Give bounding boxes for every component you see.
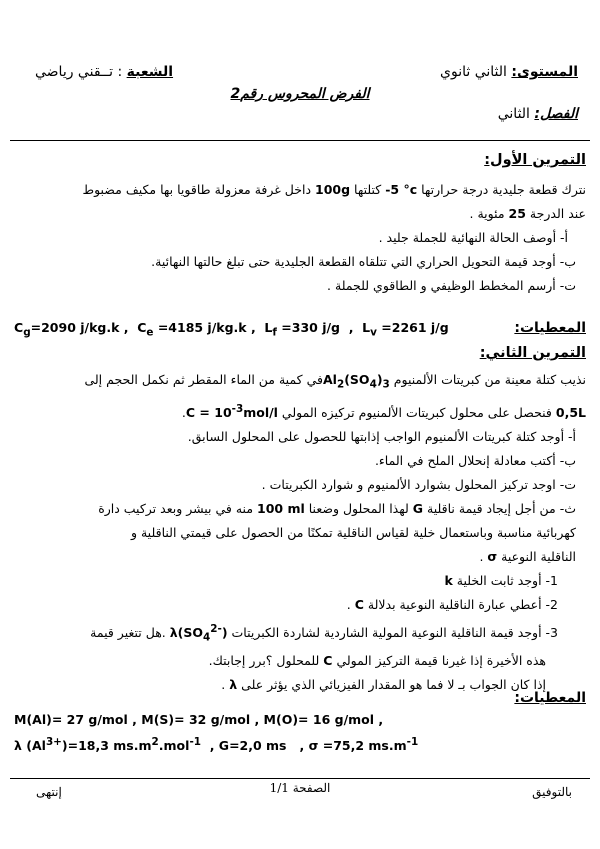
ex2-q-a: أ- أوجد كتلة كبريتات الألمنيوم الواجب إذابتها للحصول على المحلول السابق. <box>187 428 576 444</box>
footer-end: إنتهى <box>36 785 62 799</box>
ex1-data-label: المعطيات: <box>514 320 586 336</box>
exercise-1-title: التمرين الأول: <box>484 152 586 168</box>
page-value: 1/1 <box>269 781 289 795</box>
ex2-intro-2: 0,5L فنحصل على محلول كبريتات الألمنيوم تركيزه المولي $C = 10^{-3}mol/l$. <box>181 402 586 420</box>
header-divider <box>10 140 590 141</box>
ex1-q1: أ- أوصف الحالة النهائية للجملة جليد . <box>378 230 568 245</box>
exercise-2-title: التمرين الثاني: <box>479 345 586 361</box>
branch-line <box>35 64 173 80</box>
ex2-data-line-1: M(Al)= 27 g/mol , M(S)= 32 g/mol , M(O)= 16 g/mol , <box>14 712 384 727</box>
ex2-q-th-1: ث- من أجل إيجاد قيمة ناقلية G لهذا المحلول وضعنا 100 ml منه في بيشر وبعد تركيب دارة <box>98 500 576 516</box>
ex2-q-t: ت- اوجد تركيز المحلول بشوارد الألمنيوم و شوارد الكبريتات . <box>261 476 576 492</box>
level-line <box>440 64 578 80</box>
term-value: الثاني <box>497 106 530 122</box>
branch-value: : تــقني رياضي <box>35 64 123 80</box>
ex2-q-th-2: كهربائية مناسبة وباستعمال خلية لقياس الناقلية تمكنًا من الحصول على قيمتي الناقلية و <box>130 524 576 540</box>
ex1-data-values: $C_g=2090$ j/kg.k , $C_e =4185$ j/kg.k , $L_f =330$ j/g , $L_v =2261$ j/g <box>14 320 449 339</box>
ex2-data-line-2: λ $(Al^{3+})=18,3$ $ms.m^2.mol^{-1}$ , G=2,0 ms , σ =75,2 $ms.m^{-1}$ <box>14 736 419 754</box>
branch-label: الشعبة <box>126 64 174 80</box>
term-label: الفصل: <box>534 106 578 122</box>
footer-divider <box>10 778 590 779</box>
ex2-s1: 1- أوجد ثابت الخلية k <box>444 572 558 588</box>
exercise-2-text <box>14 368 586 697</box>
ex2-s2: 2- أعطي عبارة الناقلية النوعية بدلالة C . <box>346 596 558 612</box>
ex2-s3-1: 3- أوجد قيمة الناقلية النوعية المولية الشاردية لشاردة الكبريتات $\lambda(SO_4^{2-})$ .هل تتغير قيمة <box>90 622 558 644</box>
ex1-q3: ت- أرسم المخطط الوظيفي و الطاقوي للجملة . <box>327 278 576 293</box>
ex2-q-b: ب- أكتب معادلة إنحلال الملح في الماء. <box>374 452 576 468</box>
ex1-q2: ب- أوجد قيمة التحويل الحراري التي تتلقاه القطعة الجليدية حتى تبلغ حالتها النهائية. <box>151 254 576 269</box>
level-label: المستوى: <box>511 64 578 80</box>
level-value: الثاني ثانوي <box>440 64 507 80</box>
term-line <box>498 106 578 122</box>
page-label: الصفحة <box>292 781 331 795</box>
exercise-1-text <box>14 178 586 298</box>
ex1-intro-2: عند الدرجة 25 مئوية . <box>469 206 586 221</box>
ex2-intro-1: نذيب كتلة معينة من كبريتات الألمنيوم $Al_2(SO_4)_3في$ كمية من الماء المقطر ثم نكمل الحجم إلى <box>84 372 586 391</box>
footer-wish: بالتوفيق <box>532 785 572 799</box>
ex2-s3-2: هذه الأخيرة إذا غيرنا قيمة التركيز المولي C للمحلول ؟برر إجابتك. <box>208 653 546 669</box>
footer-page <box>0 781 600 795</box>
test-title: الفرض المحروس رقم2 <box>230 86 370 102</box>
ex2-data-label: المعطيات: <box>514 690 586 706</box>
ex2-q-th-3: الناقلية النوعية σ . <box>479 548 576 564</box>
ex2-s4: إذا كان الجواب بـ لا فما هو المقدار الفيزيائي الذي يؤثر على λ . <box>221 677 546 693</box>
ex1-intro-1: نترك قطعة جليدية درجة حرارتها -5 °c كتلتها 100g داخل غرفة معزولة طاقويا بها مكيف مضبوط <box>82 182 586 197</box>
ex1-data-row <box>14 318 586 340</box>
